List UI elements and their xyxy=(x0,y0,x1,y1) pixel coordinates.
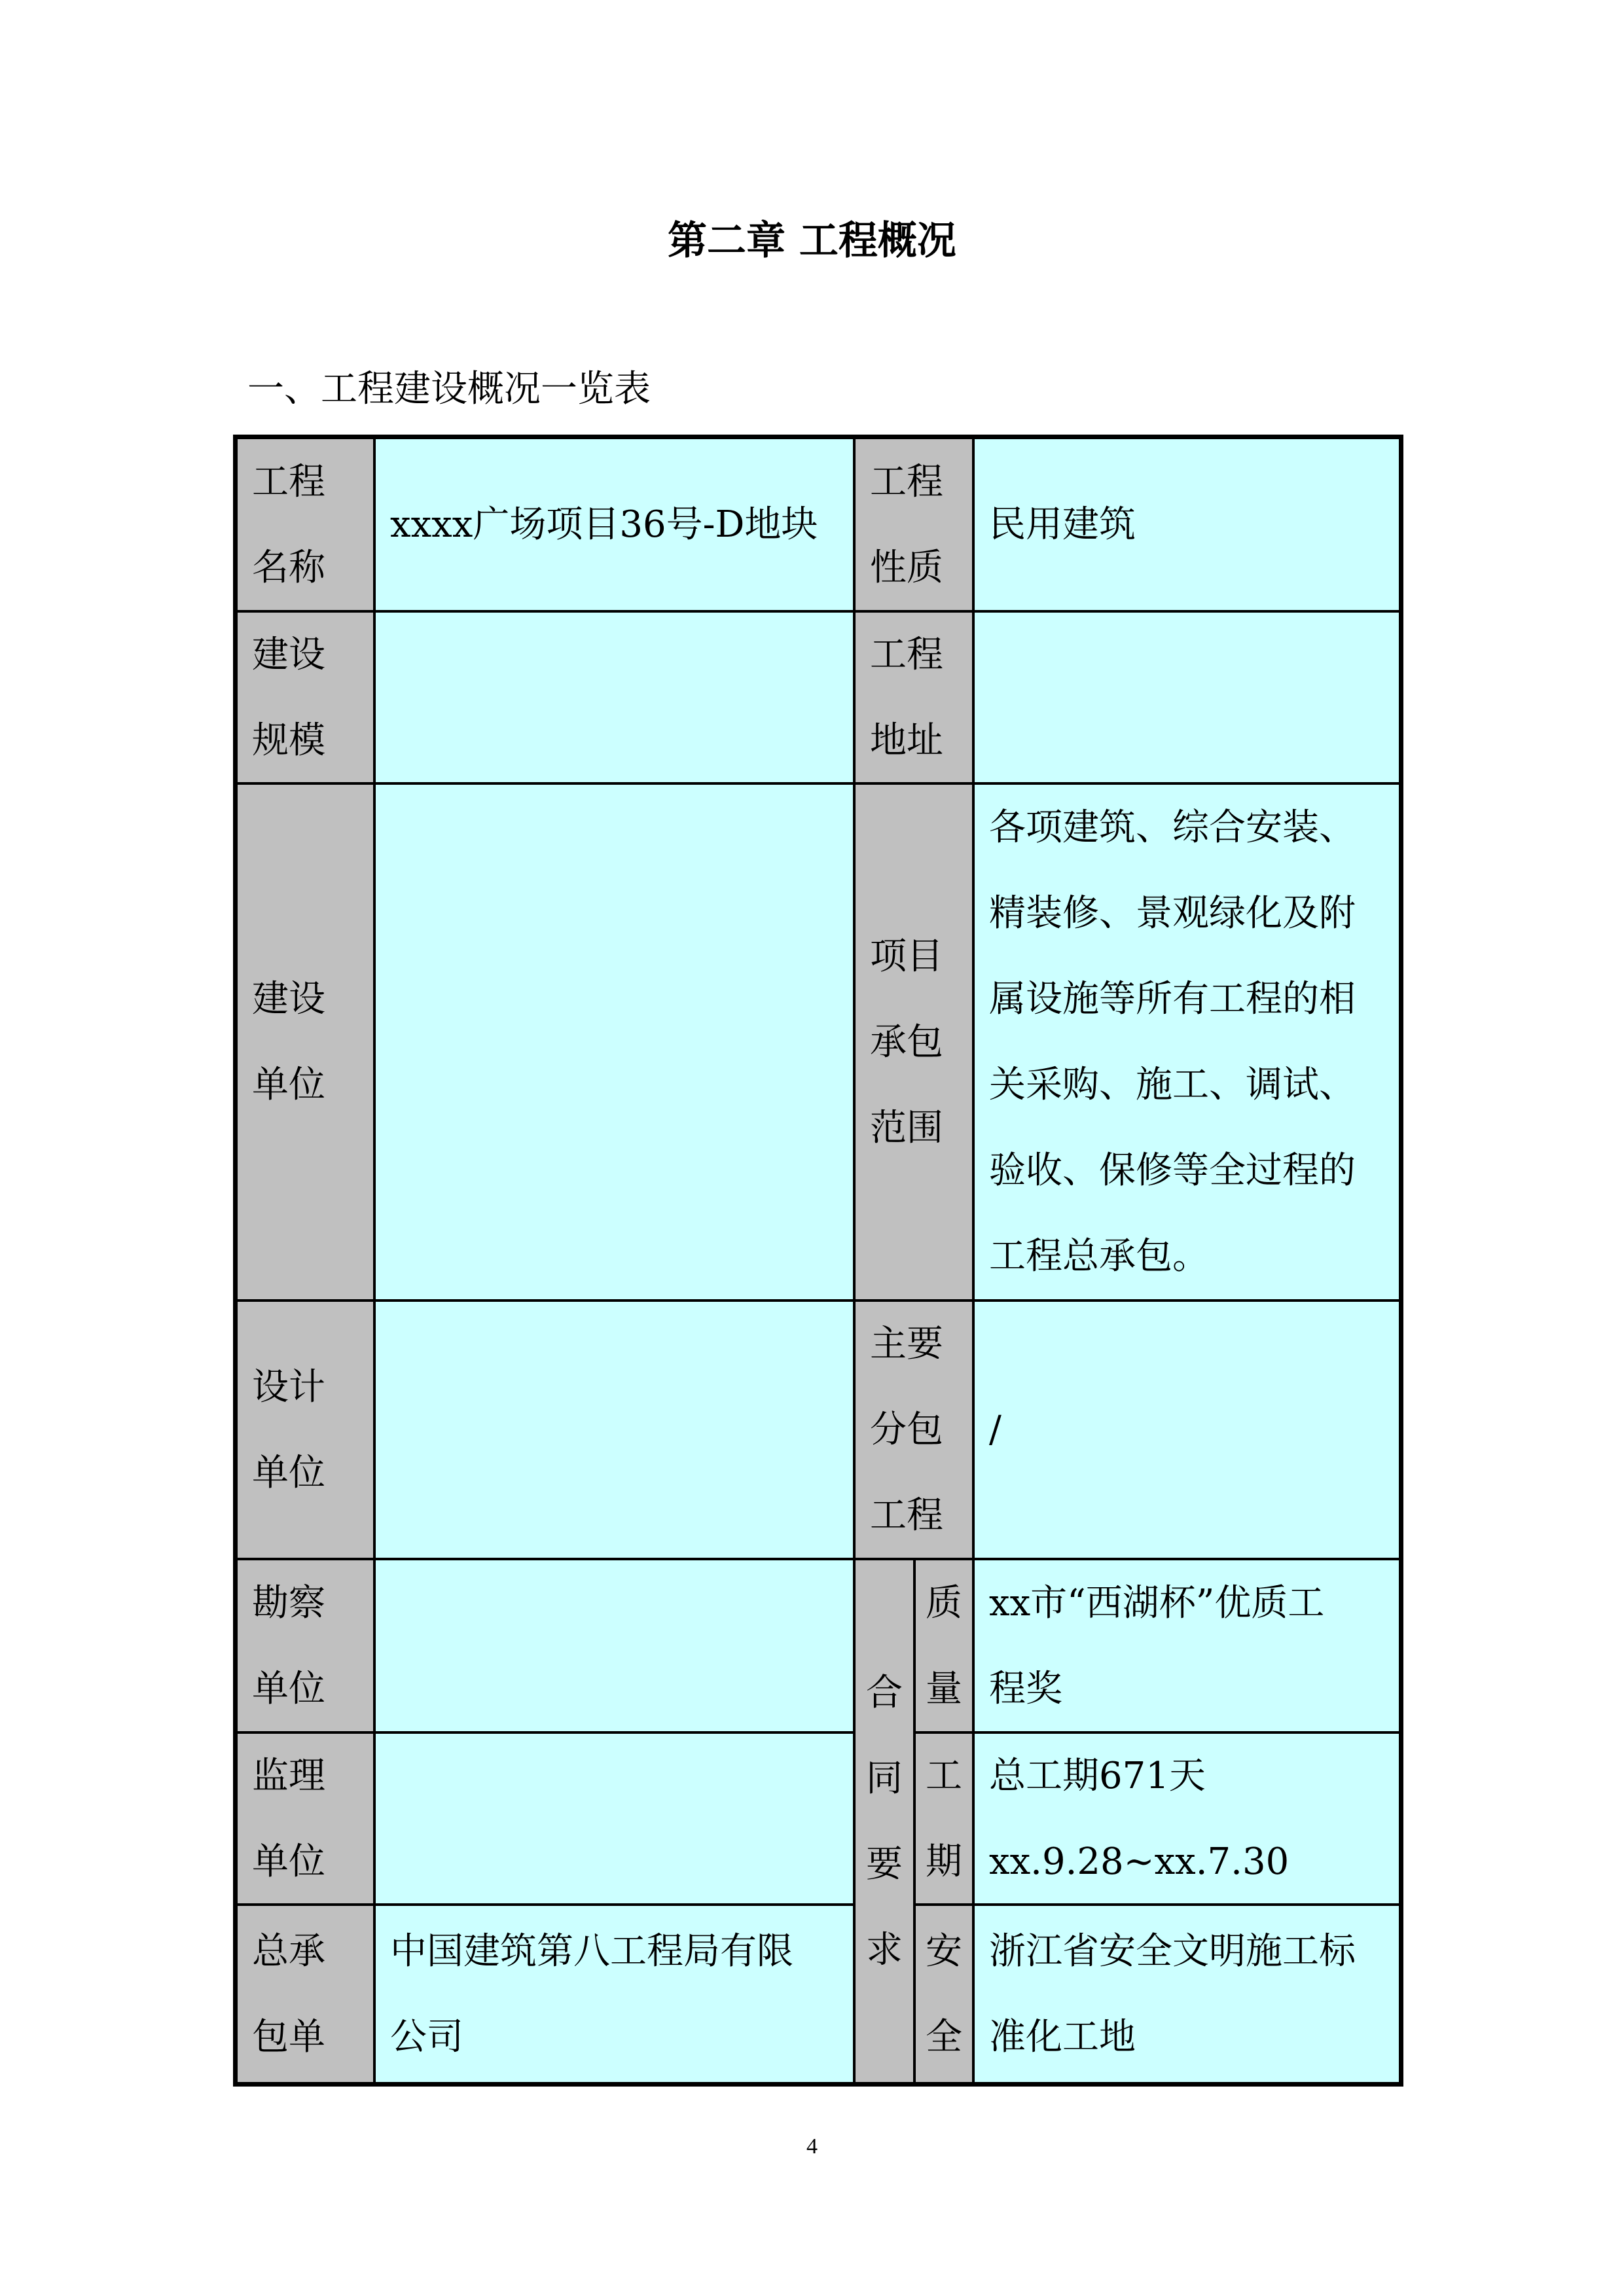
label-surveyor: 勘察 单位 xyxy=(236,1559,374,1732)
value-main-subcontract: / xyxy=(973,1300,1400,1559)
label-construction-scale: 建设 规模 xyxy=(236,611,374,783)
value-project-name: xxxx广场项目36号-D地块 xyxy=(374,438,854,611)
value-contract-scope: 各项建筑、综合安装、 精装修、景观绿化及附 属设施等所有工程的相 关采购、施工、调试、 验收、保修等全过程的 工程总承包。 xyxy=(973,783,1400,1300)
value-designer xyxy=(374,1300,854,1559)
label-project-address: 工程 地址 xyxy=(854,611,973,783)
label-project-nature: 工程 性质 xyxy=(854,438,973,611)
value-safety: 浙江省安全文明施工标 准化工地 xyxy=(973,1905,1400,2083)
value-construction-scale xyxy=(374,611,854,783)
value-general-contractor: 中国建筑第八工程局有限 公司 xyxy=(374,1905,854,2083)
section-heading: 一、工程建设概况一览表 xyxy=(247,368,651,410)
label-owner: 建设 单位 xyxy=(236,783,374,1300)
value-project-address xyxy=(973,611,1400,783)
label-project-name: 工程 名称 xyxy=(236,438,374,611)
value-owner xyxy=(374,783,854,1300)
value-schedule: 总工期671天 xx.9.28~xx.7.30 xyxy=(973,1732,1400,1905)
label-quality: 质 量 xyxy=(914,1559,973,1732)
label-general-contractor: 总承 包单 xyxy=(236,1905,374,2083)
project-overview-table xyxy=(233,435,1403,2087)
label-contract-scope: 项目 承包 范围 xyxy=(854,783,973,1300)
label-contract-requirements: 合 同 要 求 xyxy=(854,1559,914,2083)
label-main-subcontract: 主要 分包 工程 xyxy=(854,1300,973,1559)
label-safety: 安 全 xyxy=(914,1905,973,2083)
label-designer: 设计 单位 xyxy=(236,1300,374,1559)
chapter-title: 第二章 工程概况 xyxy=(668,218,956,264)
value-supervisor xyxy=(374,1732,854,1905)
value-surveyor xyxy=(374,1559,854,1732)
value-project-nature: 民用建筑 xyxy=(973,438,1400,611)
label-schedule: 工 期 xyxy=(914,1732,973,1905)
page-number: 4 xyxy=(806,2134,818,2159)
value-quality: xx市“西湖杯”优质工 程奖 xyxy=(973,1559,1400,1732)
label-supervisor: 监理 单位 xyxy=(236,1732,374,1905)
